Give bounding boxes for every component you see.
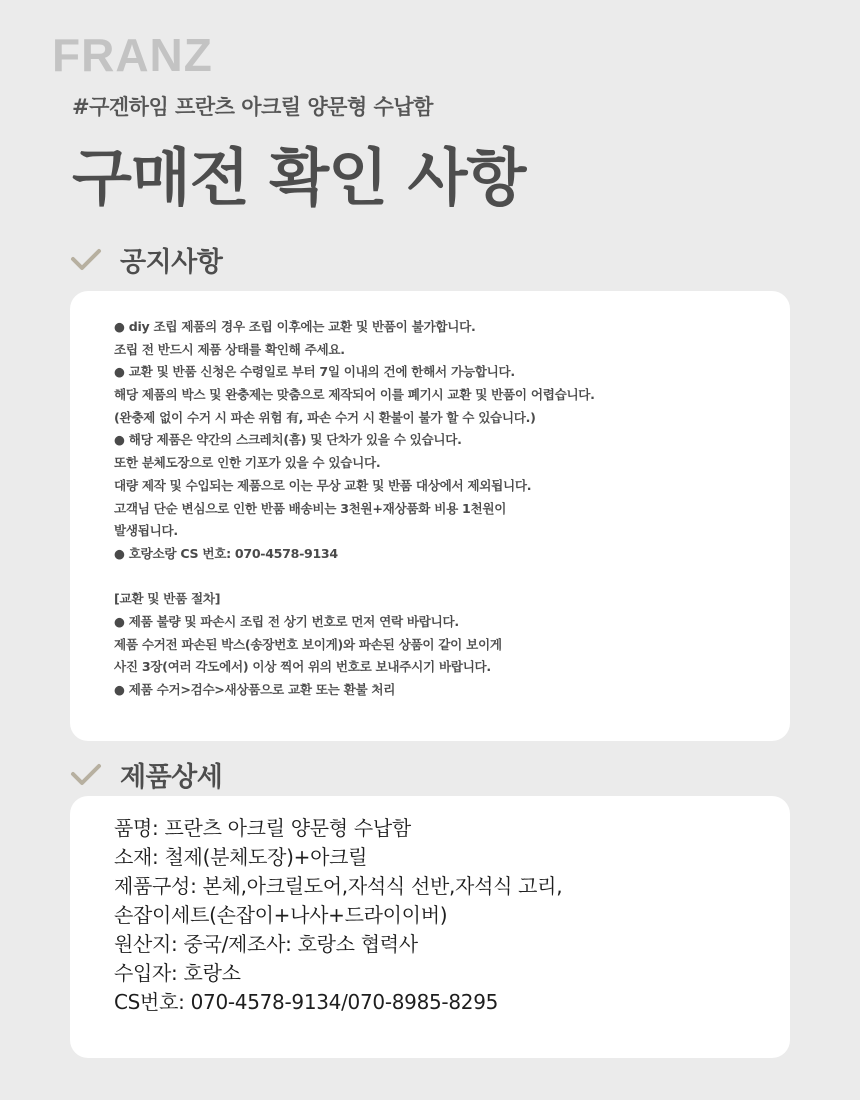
notice-line: 사진 3장(여러 각도에서) 이상 찍어 위의 번호로 보내주시기 바랍니다.: [114, 659, 491, 675]
notice-line: ● 제품 수거>검수>새상품으로 교환 또는 환불 처리: [114, 682, 396, 697]
detail-product-name: 품명: 프란츠 아크릴 양문형 수납함: [114, 816, 411, 840]
notice-line: (완충제 없이 수거 시 파손 위험 有, 파손 수거 시 환불이 불가 할 수 있습니다.): [114, 409, 536, 425]
notice-line: ● 호랑소랑 CS 번호: 070-4578-9134: [114, 545, 338, 561]
detail-section-header: [70, 755, 222, 794]
notice-line: 대량 제작 및 수입되는 제품으로 이는 무상 교환 및 반품 대상에서 제외됩니다.: [114, 477, 532, 493]
detail-origin: 원산지: 중국/제조사: 호랑소 협력사: [114, 932, 418, 956]
detail-material: 소재: 철제(분체도장)+아크릴: [114, 845, 368, 869]
brand-logo: FRANZ: [52, 29, 213, 81]
notice-line: 제품 수거전 파손된 박스(송장번호 보이게)와 파손된 상품이 같이 보이게: [114, 636, 502, 652]
notice-card: [70, 291, 790, 741]
notice-section-header: [70, 240, 222, 279]
notice-line: ● 제품 불량 및 파손시 조립 전 상기 번호로 먼저 연락 바랍니다.: [114, 613, 459, 629]
detail-importer: 수입자: 호랑소: [114, 961, 241, 985]
notice-line: 발생됩니다.: [114, 523, 178, 539]
page-title: 구매전 확인 사항: [72, 141, 526, 214]
notice-line: ● 해당 제품은 약간의 스크레치(흠) 및 단차가 있을 수 있습니다.: [114, 432, 462, 448]
detail-components: 제품구성: 본체,아크릴도어,자석식 선반,자석식 고리,: [114, 874, 563, 898]
notice-line: 또한 분체도장으로 인한 기포가 있을 수 있습니다.: [114, 455, 381, 471]
notice-line: 조립 전 반드시 제품 상태를 확인해 주세요.: [114, 341, 345, 357]
detail-card: [70, 796, 790, 1058]
detail-components-cont: 손잡이세트(손잡이+나사+드라이이버): [114, 903, 448, 927]
detail-cs-number: CS번호: 070-4578-9134/070-8985-8295: [114, 990, 499, 1014]
notice-line: ● diy 조립 제품의 경우 조립 이후에는 교환 및 반품이 불가합니다.: [114, 319, 476, 334]
check-icon: [70, 763, 102, 787]
notice-heading: 공지사항: [120, 247, 223, 278]
notice-line: 고객님 단순 변심으로 인한 반품 배송비는 3천원+재상품화 비용 1천원이: [114, 500, 507, 516]
product-hashtag: #구겐하임 프란츠 아크릴 양문형 수납함: [72, 95, 433, 119]
detail-list: [114, 814, 774, 1017]
notice-line: 해당 제품의 박스 및 완충제는 맞춤으로 제작되어 이를 폐기시 교환 및 반품이 어렵습니다.: [114, 387, 595, 403]
notice-spacer: [114, 566, 774, 589]
notice-list: [114, 316, 774, 702]
notice-subheading: [교환 및 반품 절차]: [114, 591, 221, 607]
notice-line: ● 교환 및 반품 신청은 수령일로 부터 7일 이내의 건에 한해서 가능합니다.: [114, 364, 515, 380]
check-icon: [70, 248, 102, 272]
detail-heading: 제품상세: [120, 762, 223, 793]
